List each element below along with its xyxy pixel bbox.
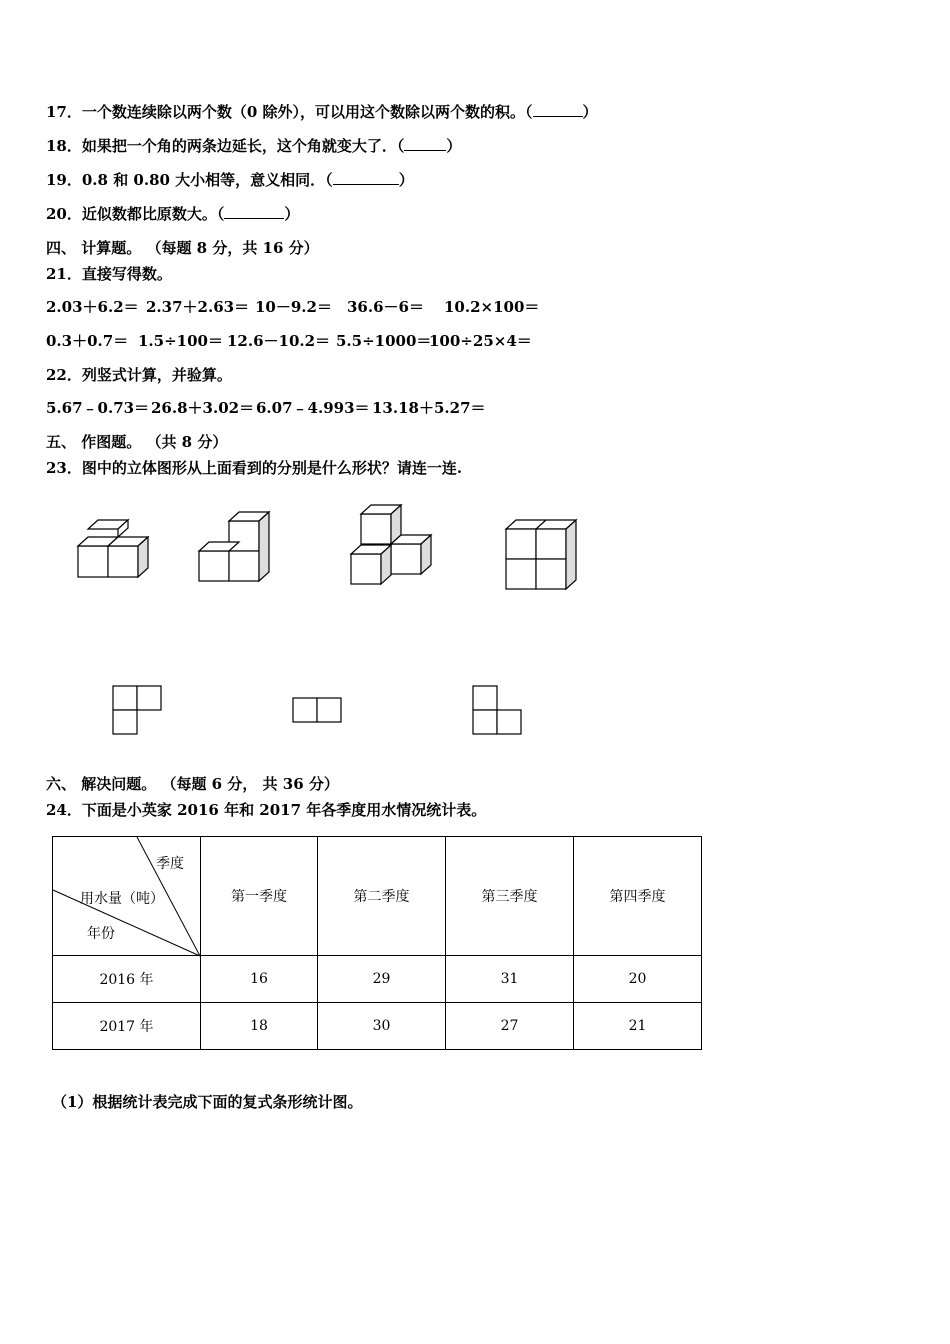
answer-blank[interactable]	[224, 204, 284, 219]
answer-blank[interactable]	[333, 170, 399, 185]
calc-item: 2.03＋6.2＝	[46, 298, 139, 316]
question-22: 22．列竖式计算，并验算。	[46, 366, 232, 384]
table-corner-cell	[53, 837, 201, 956]
calc-item: 100÷25×4＝	[429, 332, 532, 350]
calc-item: 5.67﹣0.73＝	[46, 399, 150, 417]
question-24: 24．下面是小英家 2016 年和 2017 年各季度用水情况统计表。	[46, 801, 487, 819]
question-23: 23．图中的立体图形从上面看到的分别是什么形状？请连一连.	[46, 459, 463, 477]
table-cell: 21	[574, 1003, 702, 1050]
section-heading: 六、 解决问题。 （每题 6 分， 共 36 分）	[46, 775, 339, 793]
top-view-2[interactable]	[293, 698, 341, 722]
cube-figure-2[interactable]	[199, 512, 269, 581]
cube-figure-3[interactable]	[351, 505, 431, 584]
table-header: 第三季度	[446, 837, 574, 956]
calc-item: 36.6－6＝	[347, 298, 424, 316]
table-cell: 29	[318, 956, 446, 1003]
top-view-1[interactable]	[113, 686, 161, 734]
table-cell: 18	[201, 1003, 318, 1050]
cube-figure-1[interactable]	[78, 520, 148, 577]
calc-item: 10.2×100＝	[444, 298, 540, 316]
table-header: 第二季度	[318, 837, 446, 956]
question-18: 18．如果把一个角的两条边延长，这个角就变大了．（ ）	[46, 137, 462, 155]
table-cell: 16	[201, 956, 318, 1003]
table-cell: 30	[318, 1003, 446, 1050]
calc-item: 0.3＋0.7＝	[46, 332, 129, 350]
answer-blank[interactable]	[404, 136, 446, 151]
calc-item: 12.6－10.2＝	[227, 332, 331, 350]
water-usage-table	[52, 836, 702, 1050]
corner-label-year: 年份	[87, 926, 115, 942]
section-heading: 五、 作图题。 （共 8 分）	[46, 433, 228, 451]
question-19: 19．0.8 和 0.80 大小相等，意义相同．（ ）	[46, 171, 414, 189]
top-views	[0, 685, 950, 745]
table-row	[53, 1003, 702, 1050]
question-17: 17．一个数连续除以两个数（0 除外），可以用这个数除以两个数的积。（ ）	[46, 103, 598, 121]
top-view-3[interactable]	[473, 686, 521, 734]
table-cell: 20	[574, 956, 702, 1003]
calc-item: 2.37＋2.63＝	[146, 298, 250, 316]
calc-item: 13.18＋5.27＝	[372, 399, 486, 417]
table-header: 第四季度	[574, 837, 702, 956]
cube-figure-4[interactable]	[506, 520, 576, 589]
calc-item: 26.8＋3.02＝	[151, 399, 255, 417]
calc-item: 10－9.2＝	[255, 298, 332, 316]
calc-item: 1.5÷100＝	[138, 332, 223, 350]
question-21: 21．直接写得数。	[46, 265, 172, 283]
section-heading: 四、 计算题。 （每题 8 分，共 16 分）	[46, 239, 319, 257]
calc-item: 6.07﹣4.993＝	[256, 399, 370, 417]
calc-item: 5.5÷1000＝	[336, 332, 432, 350]
table-cell: 27	[446, 1003, 574, 1050]
sub-question-1: （1）根据统计表完成下面的复式条形统计图。	[52, 1093, 363, 1111]
table-header: 第一季度	[201, 837, 318, 956]
corner-label-season: 季度	[156, 856, 184, 872]
question-20: 20．近似数都比原数大。（ ）	[46, 205, 300, 223]
table-cell: 31	[446, 956, 574, 1003]
corner-label-usage: 用水量（吨）	[80, 891, 164, 907]
table-row	[53, 956, 702, 1003]
answer-blank[interactable]	[533, 102, 583, 117]
row-year: 2016 年	[53, 956, 201, 1003]
row-year: 2017 年	[53, 1003, 201, 1050]
